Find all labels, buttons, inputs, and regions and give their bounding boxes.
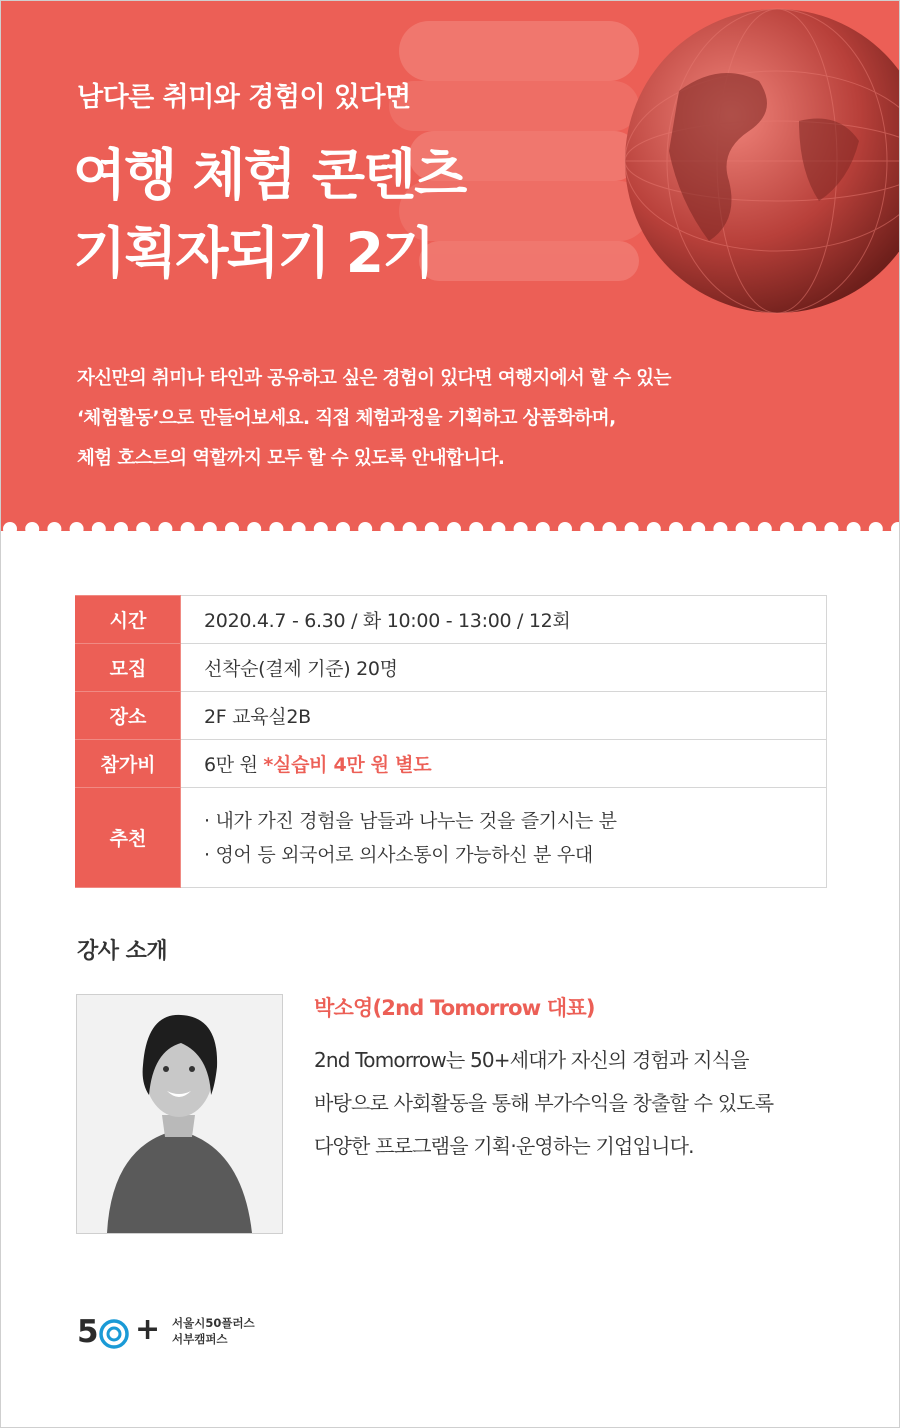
info-row-place: [76, 692, 827, 740]
instructor-desc-line1: 2nd Tomorrow는 50+세대가 자신의 경험과 지식을: [314, 1048, 749, 1072]
info-row-recruit: [76, 644, 827, 692]
hero-title-line2: 기획자되기 2기: [73, 221, 434, 285]
hero-title-line1: 여행 체험 콘텐츠: [73, 143, 466, 207]
logo-ring-icon: [97, 1317, 131, 1351]
instructor-description: [314, 1039, 773, 1168]
logo-plus: +: [135, 1312, 161, 1347]
hero-title: [73, 136, 465, 292]
info-label-recommend: 추천: [76, 788, 181, 888]
hero-desc-line3: 체험 호스트의 역할까지 모두 할 수 있도록 안내합니다.: [77, 448, 505, 469]
recommend-item-1: · 내가 가진 경험을 남들과 나누는 것을 즐기시는 분: [204, 809, 617, 832]
recommend-item-2: · 영어 등 외국어로 의사소통이 가능하신 분 우대: [204, 843, 593, 866]
logo-text-line1: 서울시50플러스: [172, 1316, 255, 1330]
info-table: [75, 595, 827, 888]
instructor-desc-line2: 바탕으로 사회활동을 통해 부가수익을 창출할 수 있도록: [314, 1091, 774, 1115]
instructor-photo: [76, 994, 283, 1234]
info-value-recruit: 선착순(결제 기준) 20명: [181, 644, 827, 692]
logo-number: 5: [77, 1314, 99, 1350]
info-label-time: 시간: [76, 596, 181, 644]
scallop-edge: [1, 520, 899, 534]
info-label-recruit: 모집: [76, 644, 181, 692]
info-row-time: [76, 596, 827, 644]
hero-banner: [1, 1, 899, 531]
info-label-place: 장소: [76, 692, 181, 740]
logo-text-line2: 서부캠퍼스: [172, 1332, 228, 1346]
info-value-time: 2020.4.7 - 6.30 / 화 10:00 - 13:00 / 12회: [181, 596, 827, 644]
person-silhouette-icon: [77, 995, 282, 1233]
campus-logo: [77, 1312, 277, 1352]
info-value-recommend: [181, 788, 827, 888]
instructor-desc-line3: 다양한 프로그램을 기획·운영하는 기업입니다.: [314, 1134, 694, 1158]
info-row-fee: [76, 740, 827, 788]
hero-desc-line2: ‘체험활동’으로 만들어보세요. 직접 체험과정을 기획하고 상품화하며,: [77, 408, 616, 429]
info-value-fee: [181, 740, 827, 788]
logo-text: [172, 1315, 255, 1347]
hero-subtitle: 남다른 취미와 경험이 있다면: [77, 82, 411, 113]
hero-description: [77, 359, 837, 479]
fee-note: *실습비 4만 원 별도: [263, 754, 432, 776]
fee-amount: 6만 원: [204, 754, 258, 776]
instructor-name: 박소영(2nd Tomorrow 대표): [314, 996, 595, 1020]
instructor-section-title: 강사 소개: [77, 939, 168, 964]
info-value-place: 2F 교육실2B: [181, 692, 827, 740]
info-row-recommend: [76, 788, 827, 888]
hero-desc-line1: 자신만의 취미나 타인과 공유하고 싶은 경험이 있다면 여행지에서 할 수 있는: [77, 368, 671, 389]
info-label-fee: 참가비: [76, 740, 181, 788]
